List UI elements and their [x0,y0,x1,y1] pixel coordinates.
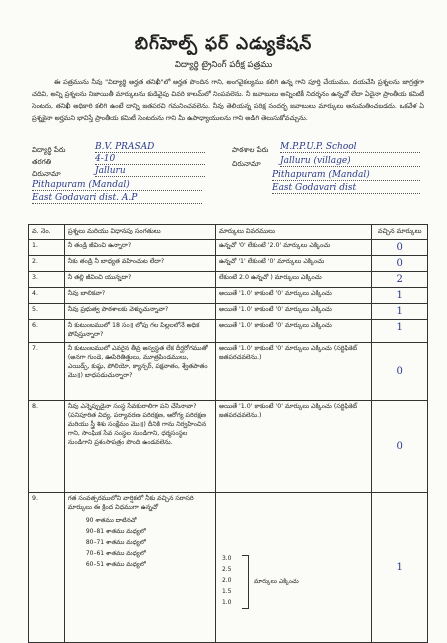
address-label: చిరునామా [32,170,61,178]
school-name-label: పాఠశాల పేరు [232,146,269,154]
row-marks-rule: మార్కులు ఎక్కించు [253,578,299,585]
row-question: నీవు ఎన్నెప్పుడైనా సంస్థ సేవకురాలిగా పని చేసినావా? (పనిపూరిత విద్య, పర్యావరణ పరిరక్షణ, ఆరోగ్య పరిరక్షణ మరియు స్త్రీ శిశు సంక్షేమం మొ॥) దీనికి గాను నిర్వహించిన గాని, సాంఘిక సేవ సంస్థల నుండిగాని, ధర్మసంస్థల నుండిగాని ప్రశంసాపత్రం పొంది ఉండవలెను. [64,401,215,493]
class-value: 4-10 [95,154,205,165]
row-marks-rule: ఉన్నచో '1' లేకుంటే '0' మార్కులు ఎక్కించు [215,256,371,272]
class-label: తరగతి [32,158,52,166]
row-question: నీ కుటుంబములో 18 సం॥ లోపు గల పిల్లలలోనే అధిక పోషిస్తున్నారా? [64,320,215,343]
school-address-value: Jalluru (village) [280,156,420,167]
row-question: గత సంవత్సరములోని వార్షికలో నీకు వచ్చిన సరాసరి మార్కులు ఈ క్రింద విధముగా ఉన్నచో [67,495,194,511]
col-header-marks-obtained: వచ్చిన మార్కులు [372,225,428,240]
row-marks-value: 0 [396,366,403,377]
school-address-label: చిరునామా [232,160,261,168]
page-subtitle: విద్యార్థి ట్రైనింగ్ పరీక్ష పత్రము [174,60,273,70]
marks-table [28,224,428,643]
table-row [29,320,428,343]
row-question: నీ కుటుంబములో ఎవరైన తీవ్ర అస్వస్థత లేక దీర్ఘరోగముతో (అనగా గుండె, ఊపిరితిత్తులు, మూత్రపిండములు, ఎయిడ్స్, కుష్ఠు, పోలియో, క్యాన్సర్, పక్షవాతం, శ్వేతపాతం మొ॥) బాధపడుచున్నారా? [64,343,215,401]
row-number: 6. [29,320,65,343]
address-line-3: East Godavari dist. A.P [32,193,202,204]
row-number: 2. [29,256,65,272]
table-row [29,240,428,256]
row-marks-rule: అయితే '1.0' కాకుంటే '0' మార్కులు ఎక్కించు (సర్టిఫికెట్ జతపరచవలెను.) [215,401,371,493]
row-question: నీవు ప్రభుత్వ పాఠశాలకు వెళ్ళుచున్నావా? [64,304,215,320]
row-question: నీవు బాలికవా? [64,288,215,304]
row-marks-value: 1 [396,562,403,573]
table-row [29,256,428,272]
student-name-value: B.V. PRASAD [95,142,205,153]
row-number: 7. [29,343,65,401]
row-question: నీ తండ్రి జీవించి ఉన్నారా? [64,240,215,256]
row-marks-rule: అయితే '1.0' కాకుంటే '0' మార్కులు ఎక్కించు [215,320,371,343]
student-name-label: విద్యార్థి పేరు [32,146,66,154]
range-item: 60–51 శాతము మధ్యలో [85,561,146,568]
col-header-marks-details: మార్కులు వివరములు [215,225,371,240]
row-marks-rule: అయితే '1.0' కాకుంటే '0' మార్కులు ఎక్కించు (సర్టిఫికెట్ జతపరచవలెను.) [215,343,371,401]
school-address-line-2: Pithapuram (Mandal) [272,170,420,181]
row-marks-rule: లేకుంటే 2.0 ఉన్నచో ) మార్కులు ఎక్కించు [215,272,371,288]
school-address-line-3: East Godavari dist [272,183,420,194]
table-row [29,343,428,401]
row-marks-value: 0 [396,242,403,253]
row-marks-value: 0 [396,441,403,452]
col-header-question: ప్రశ్నలు మరియు విధానపు సంగతులు [64,225,215,240]
range-item: 70–61 శాతము మధ్యలో [85,550,146,557]
row-marks-value: 1 [396,322,403,333]
table-row [29,401,428,493]
range-item: 80–71 శాతము మధ్యలో [85,539,146,546]
table-header-row [29,225,428,240]
table-row [29,493,428,643]
scale-value: 1.0 [221,599,232,606]
row-number: 3. [29,272,65,288]
address-line-2: Pithapuram (Mandal) [32,180,202,191]
row-question: నీకు తండ్రి నీ బాధ్యత వహించుట లేదా? [64,256,215,272]
row-marks-value: 1 [396,306,403,317]
address-value: Jalluru [95,166,205,177]
scale-brace [242,555,249,609]
scale-value: 3.0 [221,555,232,562]
row-marks-value: 1 [396,290,403,301]
row-number: 4. [29,288,65,304]
intro-paragraph: ఈ పత్రమును నీవు "విద్యార్థి అర్హత తనిఖీ"లో అర్హత పొందిన గాని, అంగవైకల్యము కలిగి ఉన్న గాని పూర్తి చేయుము, దయచేసి ప్రశ్నలను జాగ్రత్తగా చదివి, అన్ని ప్రశ్నలను నిజాయితీ మార్కులను కుడివైపు చివరి కాలమ్‌లో నింపవలెను. నీ జవాబులు అన్నింటికీ నిదర్శనం ఉన్నచో లేదా ఏదైనా ప్రాంతీయ కమిటీ సెంటరు, తనిఖీ అధికారి కలిగి ఉంటే దాన్ని జతపరచి గమనించవలెను. నీవు తెలియన్న పరిక్ష సందర్భ జవాబులు మార్కులు అనుమతించబడదు. ఒకవేళ ఏ ప్రశ్నకైనా అర్హమని భావిస్తే ప్రాంతీయ కమిటీ సెంటరును గాని మీ ఉపాధ్యాయులను గాని అడిగి తెలుసుకోవచ్చును. [32,78,424,122]
table-row [29,272,428,288]
row-marks-value: 0 [396,258,403,269]
row-number: 5. [29,304,65,320]
row-marks-rule: ఉన్నచో '0' లేకుంటే '2.0' మార్కులు ఎక్కించు [215,240,371,256]
row-number: 1. [29,240,65,256]
table-row [29,304,428,320]
row-marks-rule: అయితే '1.0' కాకుంటే '0' మార్కులు ఎక్కించు [215,288,371,304]
range-item: 90–81 శాతము మధ్యలో [85,528,146,535]
range-item: 90 శాతము దాటినచో [85,517,137,524]
col-header-no: వ. నెం. [29,225,65,240]
row-number: 9. [29,493,65,643]
row-marks-rule: అయితే '1.0' కాకుంటే '0' మార్కులు ఎక్కించు [215,304,371,320]
row-number: 8. [29,401,65,493]
school-name-value: M.P.P.U.P. School [280,142,420,153]
scale-value: 1.5 [221,588,232,595]
scale-value: 2.5 [221,566,232,573]
table-row [29,288,428,304]
scale-value: 2.0 [221,577,232,584]
row-marks-value: 2 [396,274,403,285]
row-question: నీ తల్లి జీవించి యున్నదా? [64,272,215,288]
page-title: బిగ్‌హెల్ప్ ఫర్ ఎడ్యుకేషన్ [134,34,313,54]
